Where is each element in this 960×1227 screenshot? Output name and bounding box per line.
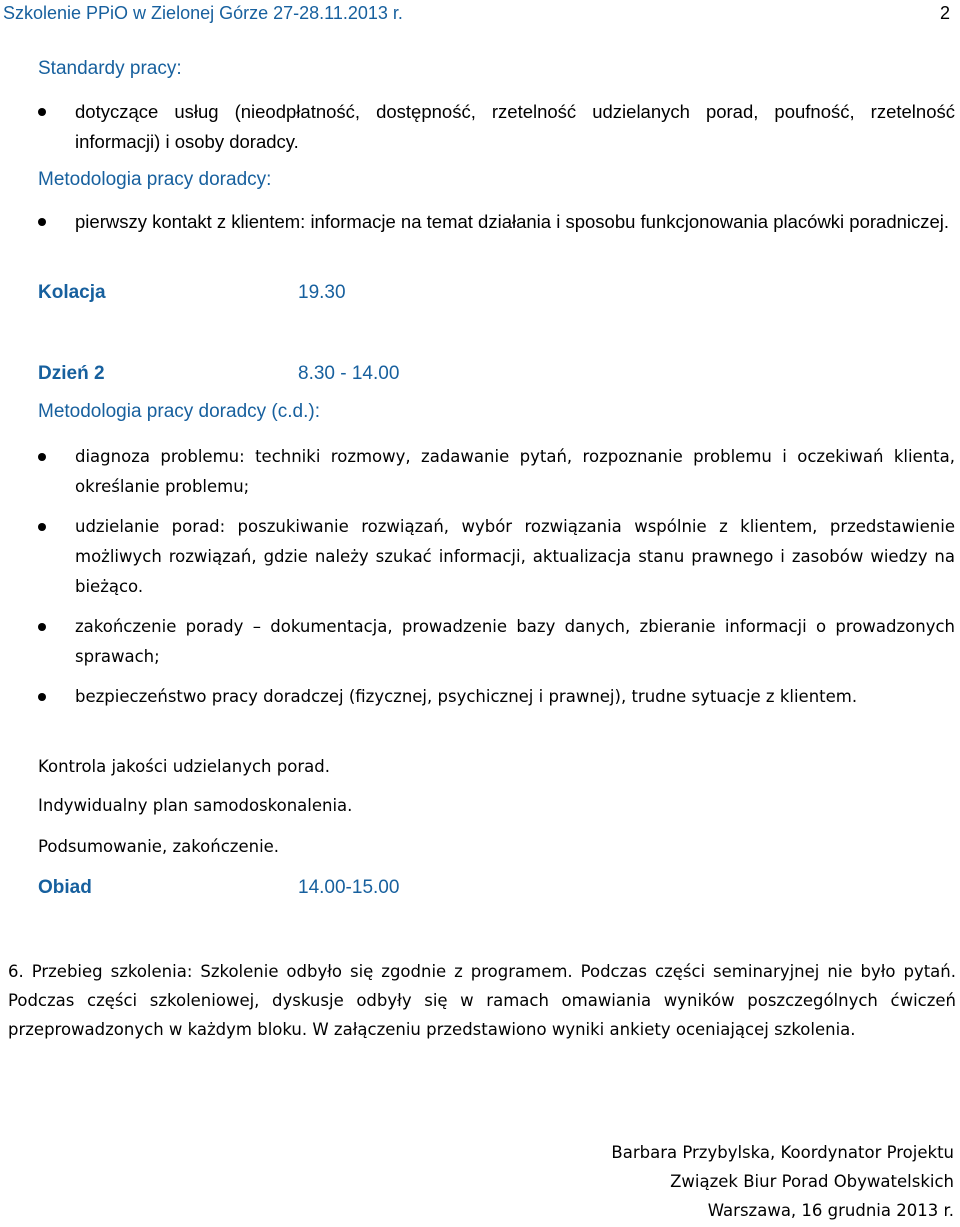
kolacja-time: 19.30 — [298, 282, 346, 303]
metodologia-bullet-text: pierwszy kontakt z klientem: informacje na temat działania i sposobu funkcjonowania placówki poradniczej. — [75, 211, 950, 232]
bullet-icon — [38, 453, 46, 461]
day2-bullet-2: udzielanie porad: poszukiwanie rozwiązań, wybór rozwiązania wspólnie z klientem, przedstawienie możliwych rozwiązań, gdzie należy szukać informacji, aktualizacja stanu prawnego i zasobów wiedzy na bieżąco. — [75, 517, 955, 596]
dzien2-label: Dzień 2 — [38, 363, 105, 384]
signature-line-3: Warszawa, 16 grudnia 2013 r. — [707, 1201, 954, 1220]
standardy-heading: Standardy pracy: — [38, 58, 182, 79]
plan-line: Indywidualny plan samodoskonalenia. — [38, 796, 353, 815]
bullet-icon — [38, 218, 46, 226]
day2-bullet-3: zakończenie porady – dokumentacja, prowadzenie bazy danych, zbieranie informacji o prowadzonych sprawach; — [75, 617, 955, 666]
metodologia-heading: Metodologia pracy doradcy: — [38, 169, 272, 190]
kolacja-label: Kolacja — [38, 282, 106, 303]
bullet-icon — [38, 108, 46, 116]
kontrola-line: Kontrola jakości udzielanych porad. — [38, 757, 330, 776]
page-header-title: Szkolenie PPiO w Zielonej Górze 27-28.11.2013 r. — [3, 3, 403, 23]
bullet-icon — [38, 623, 46, 631]
bullet-icon — [38, 693, 46, 701]
item-6-paragraph: 6. Przebieg szkolenia: Szkolenie odbyło się zgodnie z programem. Podczas części seminaryjnej nie było pytań. Podczas części szkoleniowej, dyskusje odbyły się w ramach omawiania wyników poszczególnych ćwiczeń przeprowadzonych w każdym bloku. W załączeniu przedstawiono wyniki ankiety oceniającej szkolenia. — [8, 962, 956, 1039]
signature-line-1: Barbara Przybylska, Koordynator Projektu — [611, 1143, 954, 1162]
dzien2-time: 8.30 - 14.00 — [298, 363, 400, 384]
day2-bullet-4: bezpieczeństwo pracy doradczej (fizycznej, psychicznej i prawnej), trudne sytuacje z klientem. — [75, 687, 858, 706]
standardy-bullet-text: dotyczące usług (nieodpłatność, dostępność, rzetelność udzielanych porad, poufność, rzetelność informacji) i osoby doradcy. — [75, 101, 955, 152]
day2-bullet-1: diagnoza problemu: techniki rozmowy, zadawanie pytań, rozpoznanie problemu i oczekiwań klienta, określanie problemu; — [75, 447, 955, 496]
podsumowanie-line: Podsumowanie, zakończenie. — [38, 837, 280, 856]
obiad-time: 14.00-15.00 — [298, 877, 400, 898]
bullet-icon — [38, 523, 46, 531]
obiad-label: Obiad — [38, 877, 92, 898]
signature-line-2: Związek Biur Porad Obywatelskich — [670, 1172, 954, 1191]
metodologia-cd-heading: Metodologia pracy doradcy (c.d.): — [38, 401, 320, 422]
page-number: 2 — [939, 3, 950, 23]
